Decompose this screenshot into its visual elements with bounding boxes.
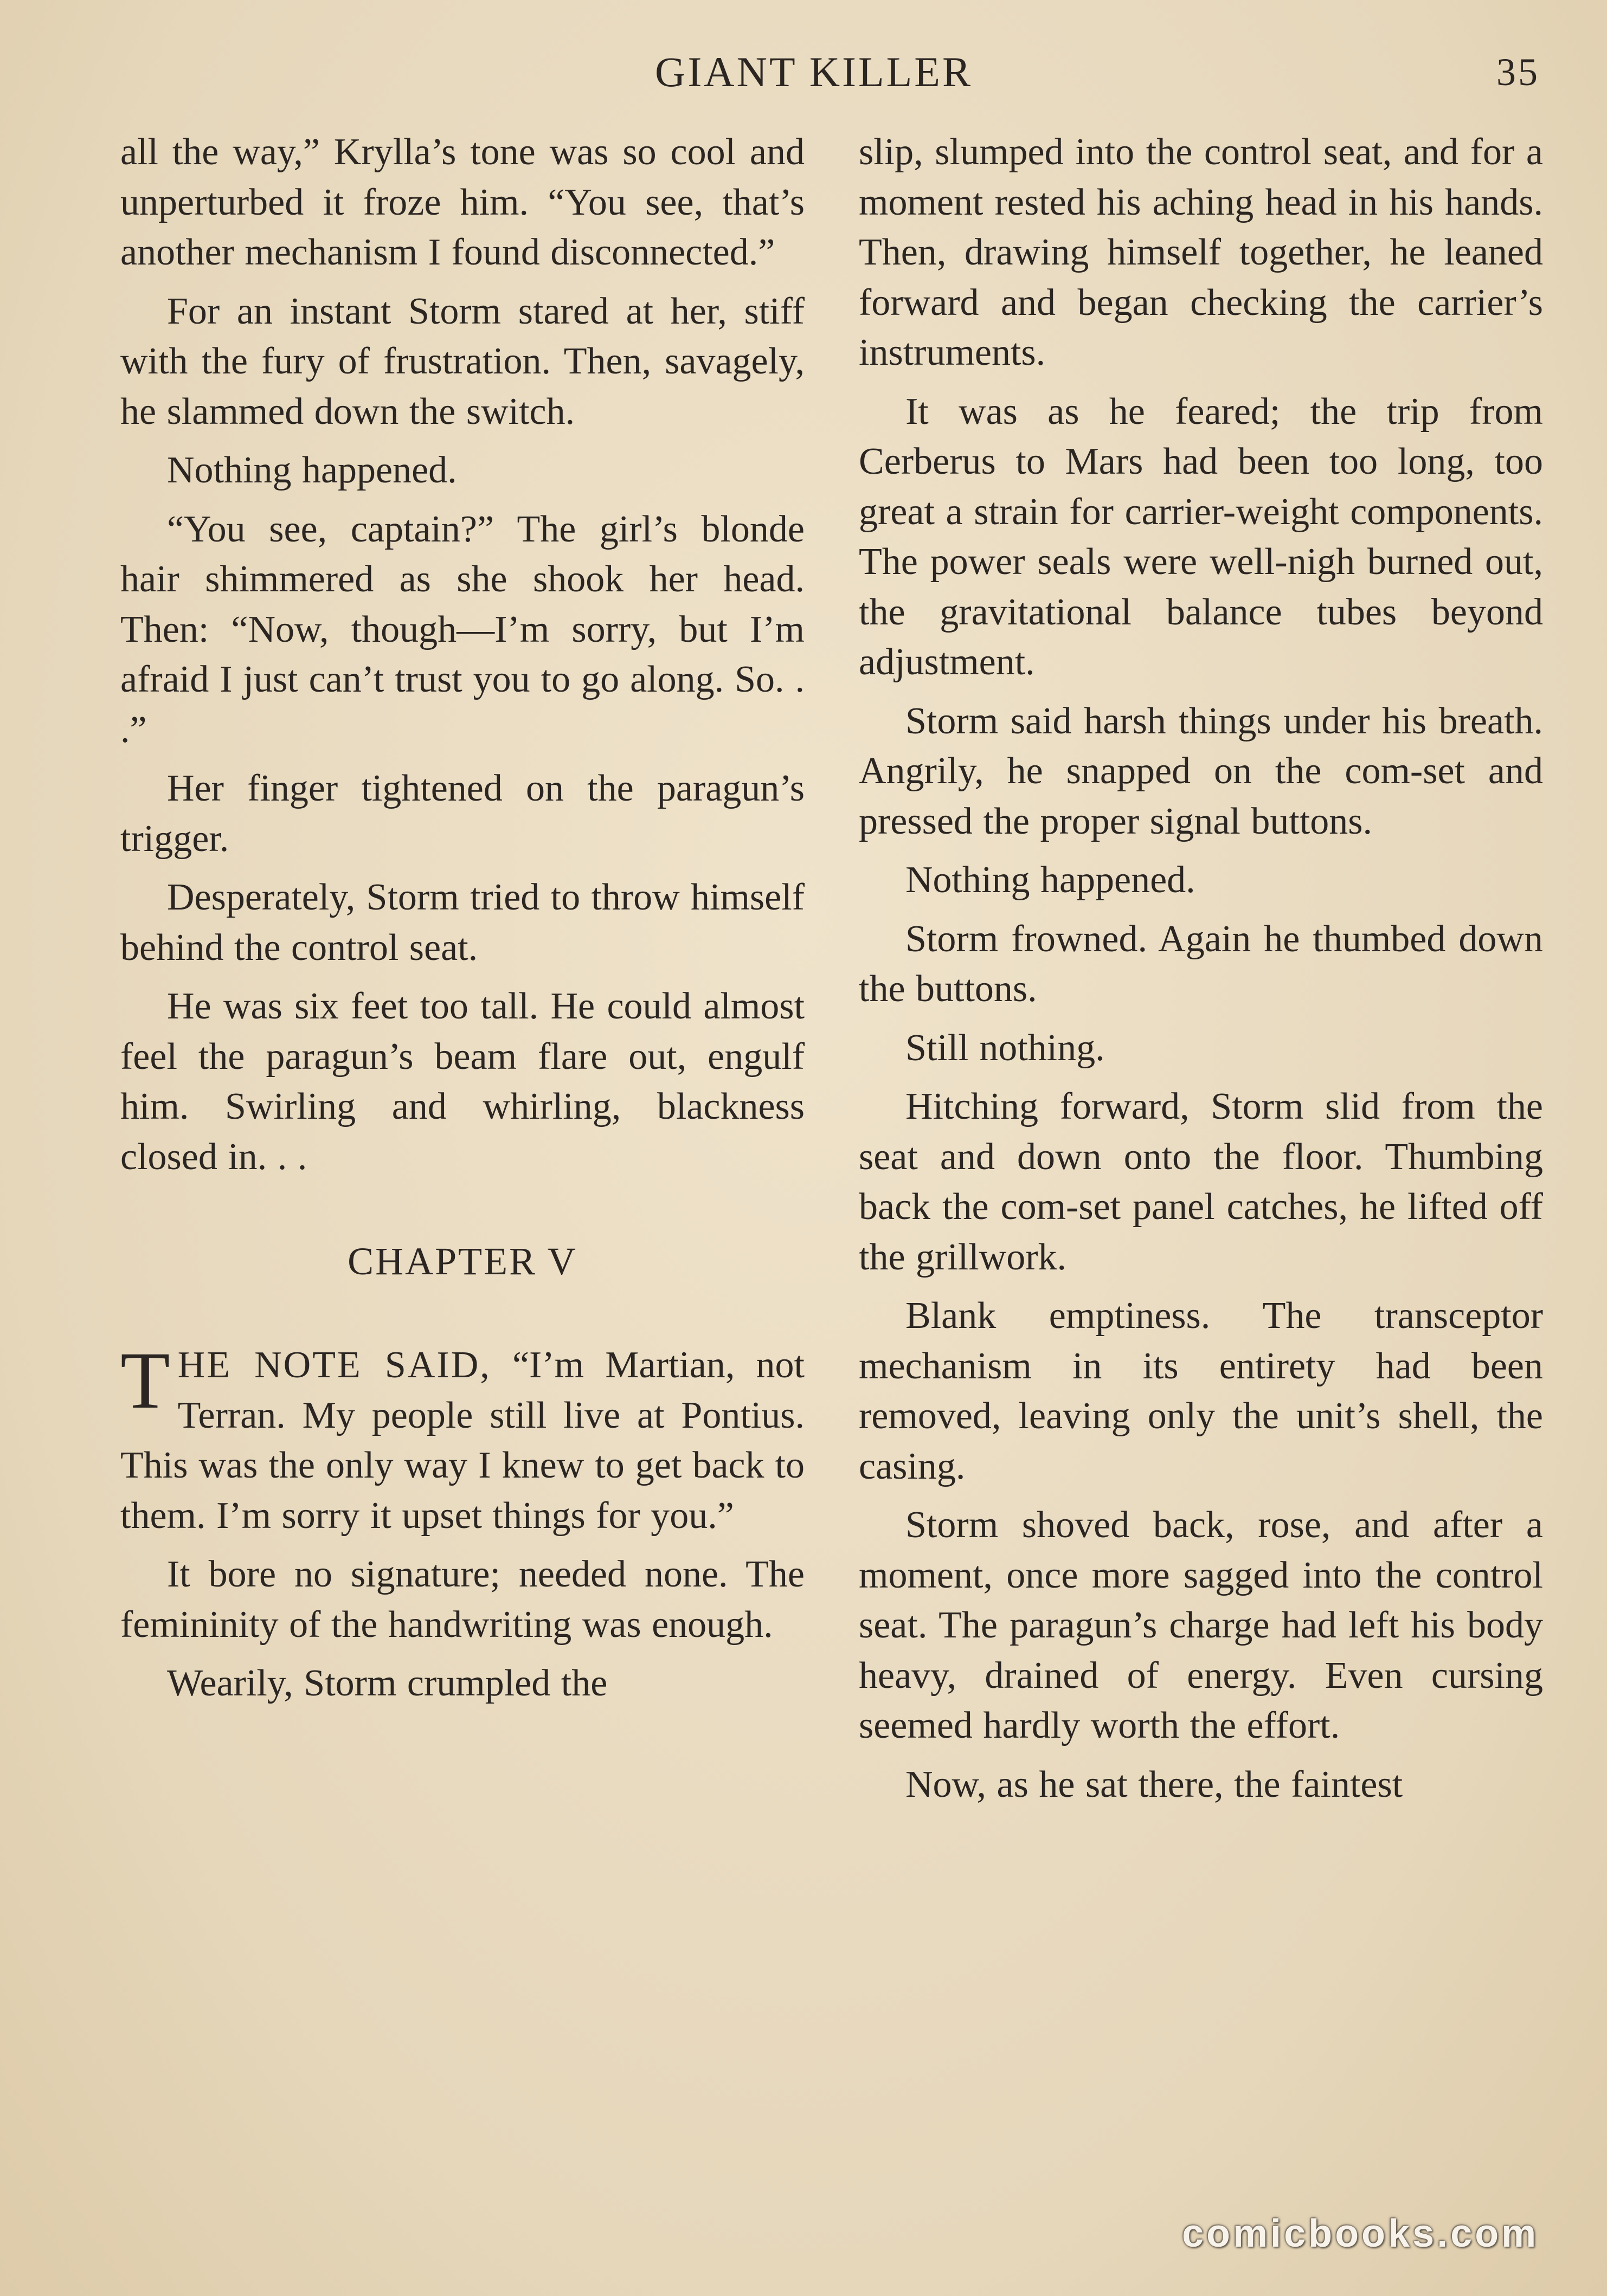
- watermark-logo: comicbooks.com: [1182, 2212, 1539, 2255]
- paragraph: Desperately, Storm tried to throw himself behind the control seat.: [120, 876, 805, 969]
- paragraph: He was six feet too tall. He could almost feel the paragun’s beam flare out, engulf him. Swirling and whirling, blackness closed in. . .: [120, 985, 805, 1178]
- paragraph: Wearily, Storm crumpled the: [167, 1662, 608, 1704]
- paragraph: Storm shoved back, rose, and after a moment, once more sagged into the control seat. The paragun’s charge had left his body heavy, drained of energy. Even cursing seemed hardly worth the effort.: [859, 1504, 1543, 1746]
- page-number: 35: [1496, 50, 1540, 94]
- paragraph: Nothing happened.: [167, 449, 457, 491]
- paragraph: Hitching forward, Storm slid from the seat and down onto the floor. Thumbing back the com-set panel catches, he lifted off the grillwork.: [859, 1086, 1543, 1278]
- paragraph: Her finger tightened on the paragun’s trigger.: [120, 768, 805, 860]
- paragraph: Storm frowned. Again he thumbed down the buttons.: [859, 918, 1543, 1010]
- paragraph: Now, as he sat there, the faintest: [905, 1763, 1403, 1805]
- paragraph: all the way,” Krylla’s tone was so cool and unperturbed it froze him. “You see, that’s another mechanism I found disconnected.”: [120, 131, 805, 273]
- paragraph: It was as he feared; the trip from Cerberus to Mars had been too long, too great a strain for carrier-weight components. The power seals were well-nigh burned out, the gravitational balance tubes beyond adjustment.: [859, 390, 1543, 683]
- chapter-heading: CHAPTER V: [348, 1240, 577, 1283]
- right-column: [859, 127, 1543, 1818]
- paragraph: “You see, captain?” The girl’s blonde hair shimmered as she shook her head. Then: “Now, though—I’m sorry, but I’m afraid I just can’t trust you to go along. So. . .”: [120, 508, 805, 751]
- paragraph-text: “I’m Martian, not Terran. My people still live at Pontius. This was the only way I knew to get back to them. I’m sorry it upset things for you.”: [120, 1344, 805, 1537]
- paragraph: slip, slumped into the control seat, and for a moment rested his aching head in his hands. Then, drawing himself together, he leaned forward and began checking the carrier’s instruments.: [859, 131, 1543, 373]
- left-column: [120, 127, 805, 1718]
- running-title: GIANT KILLER: [655, 48, 973, 95]
- paragraph: It bore no signature; needed none. The femininity of the handwriting was enough.: [120, 1553, 805, 1646]
- small-caps-lead: HE NOTE SAID,: [177, 1344, 491, 1386]
- drop-cap: T: [120, 1336, 170, 1426]
- chapter-opening-paragraph: [120, 1336, 805, 1541]
- paragraph: Storm said harsh things under his breath. Angrily, he snapped on the com-set and pressed the proper signal buttons.: [859, 700, 1543, 842]
- paragraph: For an instant Storm stared at her, stiff with the fury of frustration. Then, savagely, he slammed down the switch.: [120, 290, 805, 433]
- paragraph: Blank emptiness. The transceptor mechanism in its entirety had been removed, leaving only the unit’s shell, the casing.: [859, 1295, 1543, 1487]
- paragraph: Still nothing.: [905, 1027, 1105, 1069]
- paragraph: Nothing happened.: [905, 859, 1195, 901]
- page-header: [0, 42, 1607, 102]
